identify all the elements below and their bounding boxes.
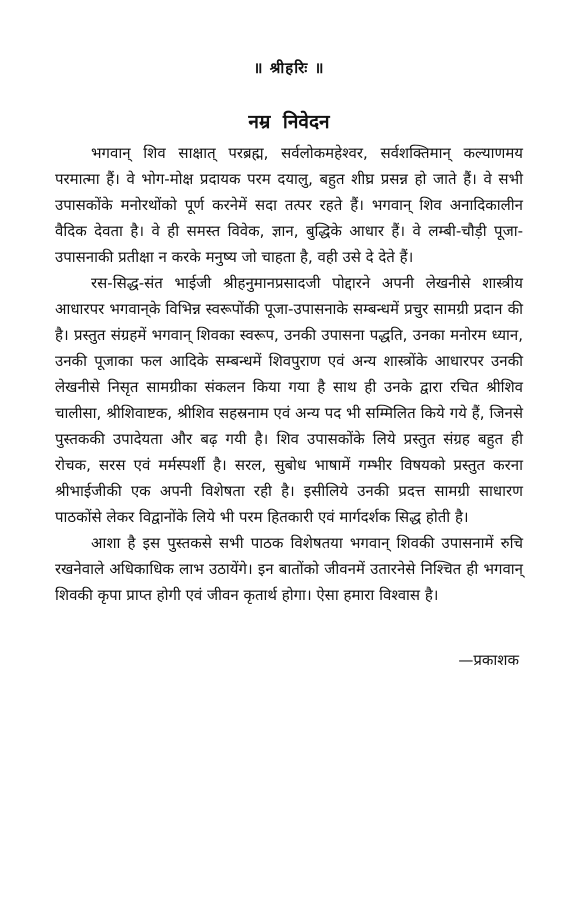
document-page	[55, 58, 523, 670]
publisher-signature: —प्रकाशक	[458, 651, 519, 669]
paragraph-2: रस-सिद्ध-संत भाईजी श्रीहनुमानप्रसादजी पोद्दारने अपनी लेखनीसे शास्त्रीय आधारपर भगवान्‌के विभिन्न स्वरूपोंकी पूजा-उपासनाके सम्बन्धमें प्रचुर सामग्री प्रदान की है। प्रस्तुत संग्रहमें भगवान् शिवका स्वरूप, उनकी उपासना पद्धति, उनका मनोरम ध्यान, उनकी पूजाका फल आदिके सम्बन्धमें शिवपुराण एवं अन्य शास्त्रोंके आधारपर उनकी लेखनीसे निसृत सामग्रीका संकलन किया गया है साथ ही उनके द्वारा रचित श्रीशिव चालीसा, श्रीशिवाष्टक, श्रीशिव सहस्रनाम एवं अन्य पद भी सम्मिलित किये गये हैं, जिनसे पुस्तककी उपादेयता और बढ़ गयी है। शिव उपासकोंके लिये प्रस्तुत संग्रह बहुत ही रोचक, सरस एवं मर्मस्पर्शी है। सरल, सुबोध भाषामें गम्भीर विषयको प्रस्तुत करना श्रीभाईजीकी एक अपनी विशेषता रही है। इसीलिये उनकी प्रदत्त सामग्री साधारण पाठकोंसे लेकर विद्वानोंके लिये भी परम हितकारी एवं मार्गदर्शक सिद्ध होती है।	[55, 274, 523, 526]
paragraph-1: भगवान् शिव साक्षात् परब्रह्म, सर्वलोकमहेश्वर, सर्वशक्तिमान् कल्याणमय परमात्मा हैं। वे भोग-मोक्ष प्रदायक परम दयालु, बहुत शीघ्र प्रसन्न हो जाते हैं। वे सभी उपासकोंके मनोरथोंको पूर्ण करनेमें सदा तत्पर रहते हैं। भगवान् शिव अनादिकालीन वैदिक देवता है। वे ही समस्त विवेक, ज्ञान, बुद्धिके आधार हैं। वे लम्बी-चौड़ी पूजा-उपासनाकी प्रतीक्षा न करके मनुष्य जो चाहता है, वही उसे दे देते हैं।	[55, 144, 523, 266]
invocation-heading: ॥ श्रीहरिः ॥	[253, 59, 325, 77]
page-title: नम्र निवेदन	[248, 111, 330, 133]
paragraph-3: आशा है इस पुस्तकसे सभी पाठक विशेषतया भगवान् शिवकी उपासनामें रुचि रखनेवाले अधिकाधिक लाभ उठायेंगे। इन बातोंको जीवनमें उतारनेसे निश्चित ही भगवान् शिवकी कृपा प्राप्त होगी एवं जीवन कृतार्थ होगा। ऐसा हमारा विश्वास है।	[55, 534, 523, 604]
